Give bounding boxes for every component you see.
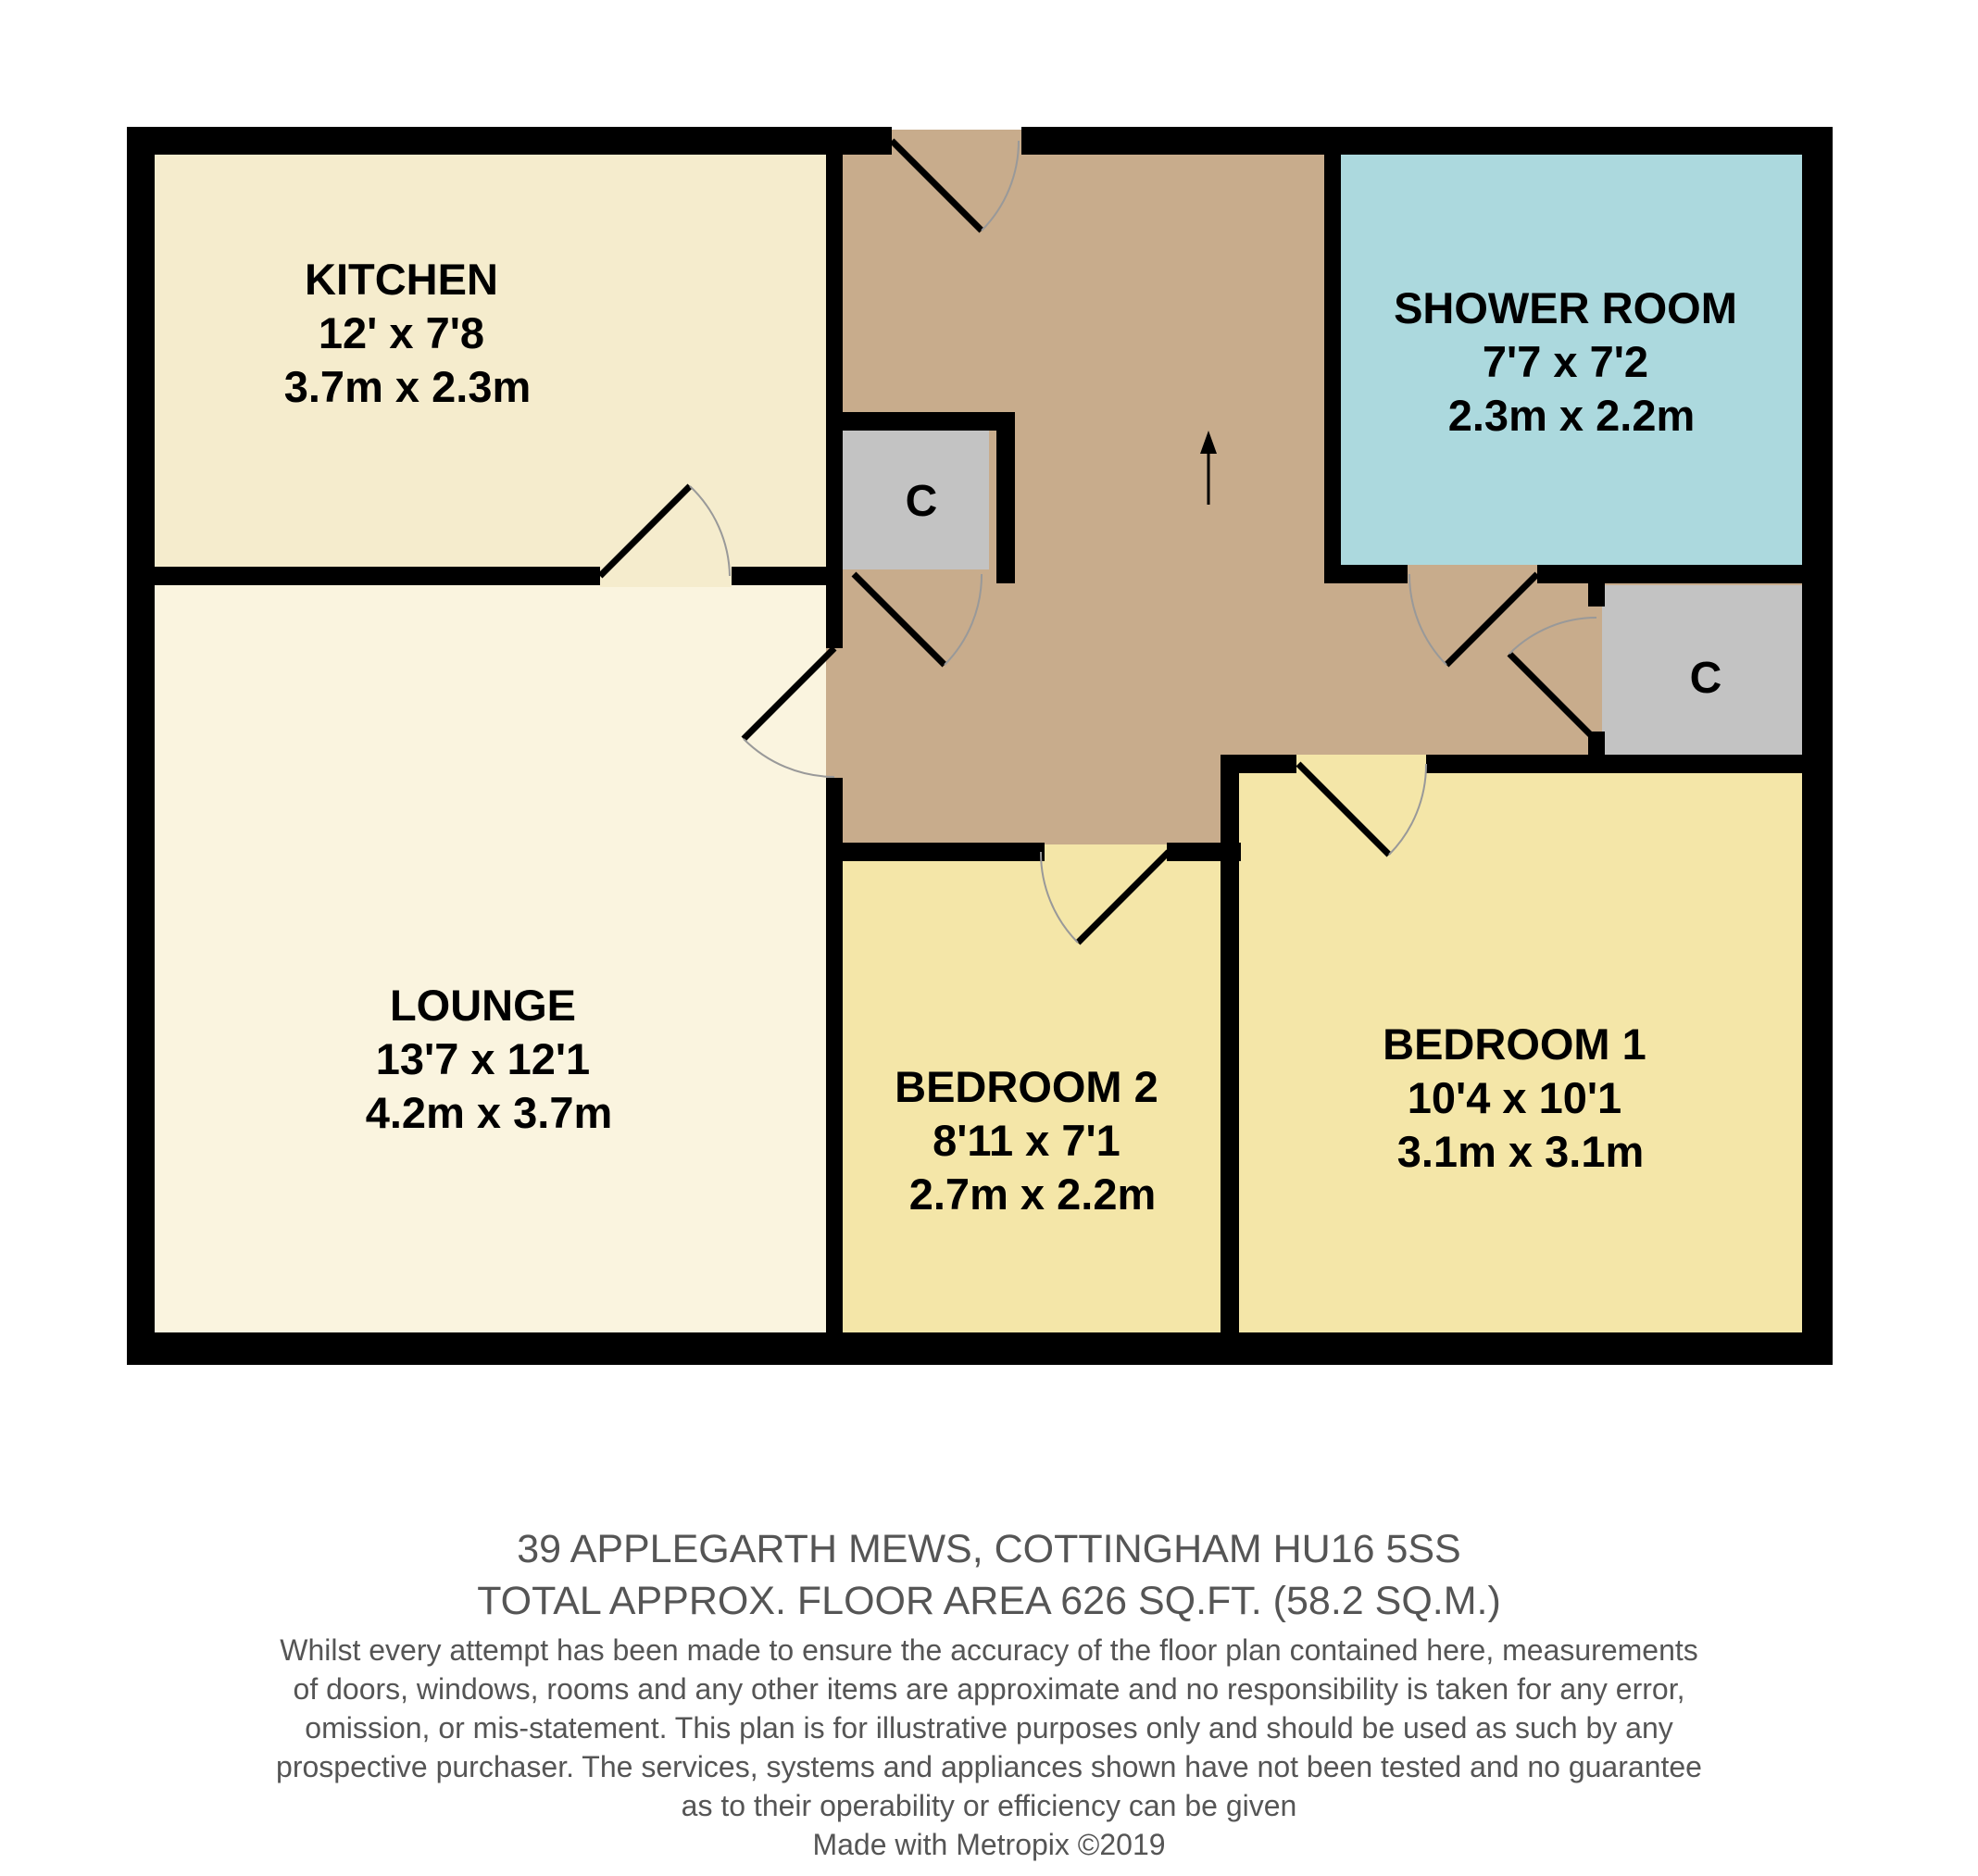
wall-hall-bedroom1-right (1426, 755, 1815, 773)
cupboard-left-label: C (905, 477, 938, 526)
disclaimer-line: of doors, windows, rooms and any other items are approximate and no responsibility is taken for any error, (293, 1672, 1685, 1706)
lounge-label (366, 981, 613, 1137)
kitchen-name: KITCHEN (305, 255, 498, 304)
property-address: 39 APPLEGARTH MEWS, COTTINGHAM HU16 5SS (517, 1527, 1461, 1571)
bedroom1-metric: 3.1m x 3.1m (1396, 1127, 1645, 1176)
bedroom2-imperial: 8'11 x 7'1 (933, 1116, 1120, 1165)
bedroom1-name: BEDROOM 1 (1383, 1019, 1646, 1069)
floor-area: TOTAL APPROX. FLOOR AREA 626 SQ.FT. (58.2 SQ.M.) (477, 1579, 1501, 1623)
wall-kitchen-lounge-left (155, 567, 600, 585)
wall-lounge-hall-lower (826, 778, 843, 1352)
wall-shower-bottom-right (1537, 565, 1815, 583)
wall-kitchen-hall-upper (826, 155, 843, 574)
bedroom2-label (895, 1062, 1171, 1219)
wall-left (127, 127, 155, 1365)
bedroom2-name: BEDROOM 2 (895, 1062, 1158, 1111)
shower-room-metric: 2.3m x 2.2m (1447, 391, 1696, 440)
wall-top-right (1021, 127, 1833, 155)
wall-lounge-hall-upper (826, 567, 843, 648)
lounge-fill (155, 585, 826, 1332)
lounge-imperial: 13'7 x 12'1 (375, 1034, 591, 1083)
wall-hall-bedroom2-left (833, 843, 1045, 861)
bedroom1-imperial: 10'4 x 10'1 (1407, 1073, 1622, 1122)
wall-hall-bedroom1-left (1221, 755, 1296, 773)
credit: Made with Metropix ©2019 (812, 1828, 1166, 1861)
disclaimer-line: prospective purchaser. The services, systems and appliances shown have not been tested and no guarantee (276, 1750, 1702, 1783)
wall-bottom (127, 1332, 1833, 1365)
wall-right (1802, 127, 1833, 1365)
wall-shower-left (1324, 148, 1341, 583)
shower-room-name: SHOWER ROOM (1394, 283, 1737, 332)
kitchen-fill (155, 155, 826, 567)
lounge-name: LOUNGE (389, 981, 576, 1030)
wall-kitchen-lounge-right (732, 567, 833, 585)
wall-cupboard-left-top (843, 412, 1015, 431)
cupboard-right-label: C (1689, 654, 1722, 703)
kitchen-door-opening (600, 565, 732, 587)
shower-room-imperial: 7'7 x 7'2 (1482, 337, 1649, 386)
disclaimer-line: omission, or mis-statement. This plan is for illustrative purposes only and should be used as such by any (305, 1711, 1673, 1745)
footer (0, 1523, 1978, 1864)
wall-shower-bottom-left (1324, 565, 1408, 583)
wall-top-left (127, 127, 892, 155)
disclaimer-line: Whilst every attempt has been made to ensure the accuracy of the floor plan contained here, measurements (280, 1633, 1698, 1667)
wall-cupboard-right-stub-top (1588, 583, 1605, 607)
bedroom2-door-opening (1045, 844, 1167, 865)
bedroom1-label (1383, 1019, 1659, 1176)
wall-cupboard-left-right (996, 412, 1015, 583)
kitchen-imperial: 12' x 7'8 (318, 308, 485, 357)
kitchen-metric: 3.7m x 2.3m (283, 362, 532, 411)
disclaimer-line: as to their operability or efficiency can be given (681, 1789, 1297, 1822)
wall-bedroom2-bedroom1 (1221, 755, 1239, 1352)
lounge-metric: 4.2m x 3.7m (365, 1088, 613, 1137)
bedroom2-metric: 2.7m x 2.2m (908, 1169, 1157, 1219)
bedroom1-door-opening (1296, 755, 1426, 773)
disclaimer (0, 1631, 1978, 1864)
kitchen-label (284, 255, 532, 411)
